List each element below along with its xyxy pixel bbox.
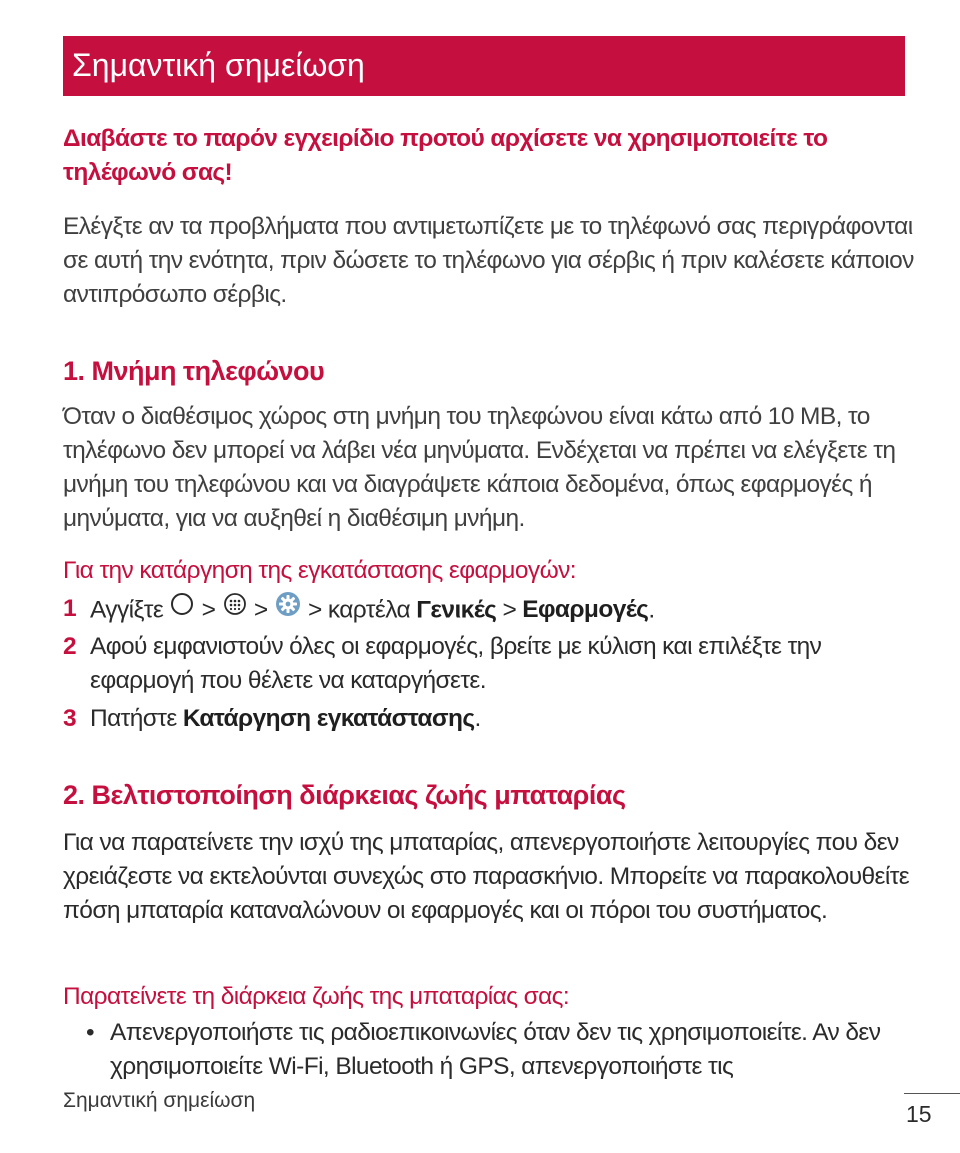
step-separator: >: [201, 596, 216, 624]
step-body: Αφού εμφανιστούν όλες οι εφαρμογές, βρείτε με κύλιση και επιλέξτε την εφαρμογή που θέλετε να καταργήσετε.: [90, 633, 822, 694]
tab-general-label: Γενικές: [416, 596, 497, 624]
step-2: [63, 630, 923, 698]
step-3: [63, 702, 923, 736]
step-number: 3: [63, 705, 77, 732]
bullet-item: [86, 1016, 916, 1084]
step-body: [90, 702, 923, 736]
home-circle-icon: [169, 591, 195, 627]
step-1: [63, 592, 923, 630]
step-text: > καρτέλα: [307, 596, 411, 624]
step-body: [90, 592, 923, 630]
step-end: .: [648, 596, 655, 624]
section-2-heading: 2. Βελτιστοποίηση διάρκειας ζωής μπαταρίας: [63, 780, 626, 810]
bullet-text: Απενεργοποιήστε τις ραδιοεπικοινωνίες όταν δεν τις χρησιμοποιείτε. Αν δεν χρησιμοποιείτε Wi-Fi, Bluetooth ή GPS, απενεργοποιήστε τις: [110, 1019, 881, 1080]
intro-heading: Διαβάστε το παρόν εγχειρίδιο προτού αρχίσετε να χρησιμοποιείτε το τηλέφωνό σας!: [63, 125, 828, 186]
bullet-mark: •: [86, 1019, 94, 1046]
section-1-paragraph: Όταν ο διαθέσιμος χώρος στη μνήμη του τηλεφώνου είναι κάτω από 10 MB, το τηλέφωνο δεν μπορεί να λάβει νέα μηνύματα. Ενδέχεται να πρέπει να ελέγξετε τη μνήμη του τηλεφώνου και να διαγράψετε κάποια δεδομένα, όπως εφαρμογές ή μηνύματα, για να αυξηθεί η διαθέσιμη μνήμη.: [63, 403, 896, 532]
step-number: 1: [63, 595, 77, 622]
step-separator: >: [253, 596, 268, 624]
step-end: .: [474, 705, 481, 732]
settings-gear-icon: [274, 590, 302, 628]
intro-paragraph: Ελέγξτε αν τα προβλήματα που αντιμετωπίζετε με το τηλέφωνό σας περιγράφονται σε αυτή την ενότητα, πριν δώσετε το τηλέφωνο για σέρβις ή πριν καλέσετε κάποιον αντιπρόσωπο σέρβις.: [63, 213, 914, 308]
section-1-subheading: Για την κατάργηση της εγκατάστασης εφαρμογών:: [63, 557, 576, 584]
page-title: Σημαντική σημείωση: [72, 47, 365, 83]
apps-label: Εφαρμογές: [522, 596, 649, 624]
section-2-subheading: Παρατείνετε τη διάρκεια ζωής της μπαταρίας σας:: [63, 983, 570, 1010]
section-2-paragraph: Για να παρατείνετε την ισχύ της μπαταρίας, απενεργοποιήστε λειτουργίες που δεν χρειάζεστε να εκτελούνται συνεχώς στο παρασκήνιο. Μπορείτε να παρακολουθείτε πόση μπαταρία καταναλώνουν οι εφαρμογές και οι πόροι του συστήματος.: [63, 829, 910, 924]
section-1-heading: 1. Μνήμη τηλεφώνου: [63, 356, 325, 386]
page-number: 15: [906, 1101, 932, 1127]
step-number: 2: [63, 633, 77, 660]
apps-grid-icon: [222, 591, 248, 627]
step-separator: >: [502, 596, 517, 624]
step-text: Πατήστε: [90, 705, 177, 732]
footer-divider: [904, 1093, 960, 1094]
footer-section-label: Σημαντική σημείωση: [63, 1089, 256, 1112]
title-bar: [63, 36, 905, 96]
uninstall-label: Κατάργηση εγκατάστασης: [182, 705, 475, 732]
step-text: Αγγίξτε: [90, 596, 164, 624]
